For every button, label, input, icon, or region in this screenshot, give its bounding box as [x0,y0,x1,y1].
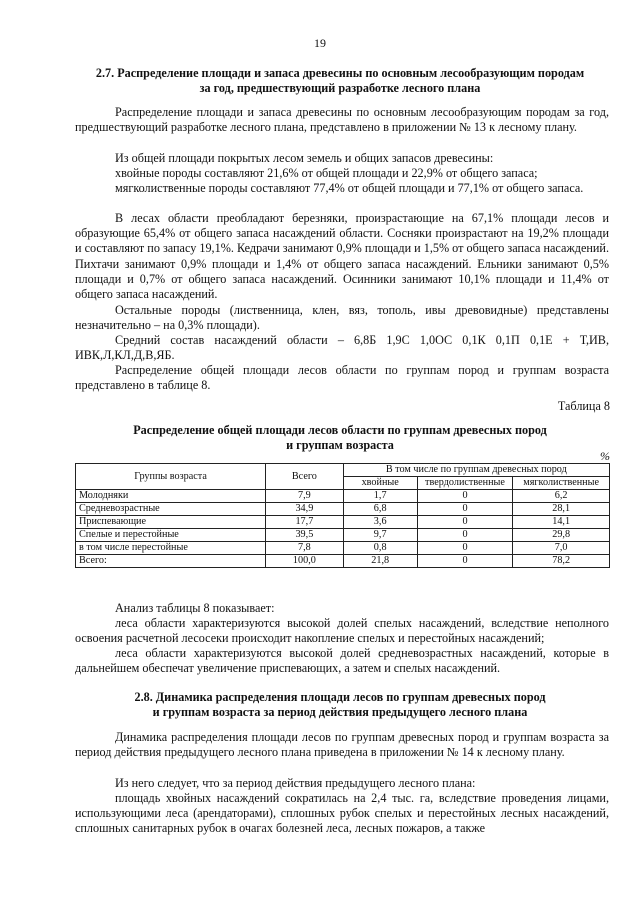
section-2-7-paragraph-6: Остальные породы (лиственница, клен, вяз, тополь, ивы древовидные) представлены незначительно – на 0,3% площади). [75,303,609,333]
section-2-7-heading [70,66,610,96]
header-group: Группы возраста [76,464,266,490]
section-2-7-paragraph-1: Распределение площади и запаса древесины по основным лесообразующим породам за год, предшествующий разработке лесного плана, представлено в приложении № 13 к лесному плану. [75,105,609,135]
section-2-7-heading-line1: 2.7. Распределение площади и запаса древесины по основным лесообразующим породам [95,66,585,80]
cell-total: 39,5 [266,529,344,542]
cell-hardwood: 0 [417,555,513,568]
cell-group: в том числе перестойные [76,542,266,555]
cell-softwood: 28,1 [513,503,610,516]
cell-conifer: 3,6 [343,516,417,529]
cell-softwood: 6,2 [513,490,610,503]
cell-hardwood: 0 [417,503,513,516]
analysis-point-2: леса области характеризуются высокой долей средневозрастных насаждений, которые в дальнейшем обеспечат увеличение приспевающих, а затем и спелых насаждений. [75,646,609,676]
cell-group: Молодняки [76,490,266,503]
cell-softwood: 29,8 [513,529,610,542]
cell-hardwood: 0 [417,516,513,529]
section-2-7-paragraph-7: Средний состав насаждений области – 6,8Б 1,9С 1,0ОС 0,1К 0,1П 0,1Е + Т,ИВ, ИВК,Л,КЛ,Д,В,ЯБ. [75,333,609,363]
table-row [76,490,610,503]
cell-conifer: 21,8 [343,555,417,568]
cell-group: Средневозрастные [76,503,266,516]
header-conifer: хвойные [343,477,417,490]
cell-softwood: 78,2 [513,555,610,568]
cell-group: Приспевающие [76,516,266,529]
section-2-8-heading-line2: и группам возраста за период действия предыдущего лесного плана [152,705,528,719]
analysis-intro: Анализ таблицы 8 показывает: [115,601,275,615]
table-row [76,516,610,529]
section-2-7-paragraph-5: В лесах области преобладают березняки, произрастающие на 67,1% площади лесов и образующие 65,4% от общего запаса насаждений области. Сосняки произрастают на 19,2% площади и составляют по запасу 19,1%. Кедрачи занимают 0,9% площади и 1,5% от общего запаса насаждений. Пихтачи занимают 0,9% площади и 1,4% от общего запаса насаждений. Ельники занимают 0,5% площади и 0,7% от общего запаса насаждений. Осинники занимают 10,1% площади и 11,4% от общего запаса насаждений. [75,211,609,302]
cell-conifer: 0,8 [343,542,417,555]
cell-group: Спелые и перестойные [76,529,266,542]
table-header-row [76,464,610,477]
header-softwood: мягколиственные [513,477,610,490]
cell-hardwood: 0 [417,542,513,555]
section-2-8-paragraph-1: Динамика распределения площади лесов по группам древесных пород и группам возраста за период действия предыдущего лесного плана приведена в приложении № 14 к лесному плану. [75,730,609,760]
table-8-title-line1: Распределение общей площади лесов области по группам древесных пород [133,423,547,437]
table-8-label: Таблица 8 [557,399,610,413]
cell-conifer: 9,7 [343,529,417,542]
cell-total: 100,0 [266,555,344,568]
analysis-point-1: леса области характеризуются высокой долей спелых насаждений, вследствие неполного освоения расчетной лесосеки происходит накопление спелых и перестойных насаждений; [75,616,609,646]
table-8 [75,463,610,568]
table-8-title-line2: и группам возраста [286,438,394,452]
table-8-title [70,423,610,453]
cell-hardwood: 0 [417,490,513,503]
cell-total: 7,8 [266,542,344,555]
cell-group: Всего: [76,555,266,568]
section-2-8-heading [70,690,610,720]
cell-conifer: 1,7 [343,490,417,503]
header-total: Всего [266,464,344,490]
section-2-7-paragraph-8: Распределение общей площади лесов области по группам пород и группам возраста представлено в таблице 8. [75,363,609,393]
table-total-row [76,555,610,568]
section-2-7-heading-line2: за год, предшествующий разработке лесного плана [199,81,481,95]
table-row [76,542,610,555]
section-2-7-paragraph-3: хвойные породы составляют 21,6% от общей площади и 22,9% от общего запаса; [115,166,538,180]
header-including: В том числе по группам древесных пород [343,464,609,477]
cell-hardwood: 0 [417,529,513,542]
table-8-unit: % [600,449,610,463]
page-number: 19 [314,36,326,50]
section-2-7-paragraph-2: Из общей площади покрытых лесом земель и общих запасов древесины: [115,151,494,165]
cell-total: 7,9 [266,490,344,503]
table-row [76,529,610,542]
cell-softwood: 14,1 [513,516,610,529]
cell-softwood: 7,0 [513,542,610,555]
section-2-8-paragraph-3: площадь хвойных насаждений сократилась на 2,4 тыс. га, вследствие проведения лицами, использующими леса (арендаторами), сплошных рубок спелых и перестойных лесных насаждений, сплошных санитарных рубок в очагах болезней леса, лесных пожаров, а также [75,791,609,836]
table-row [76,503,610,516]
header-hardwood: твердолиственные [417,477,513,490]
section-2-8-paragraph-2: Из него следует, что за период действия предыдущего лесного плана: [115,776,476,790]
cell-total: 34,9 [266,503,344,516]
section-2-8-heading-line1: 2.8. Динамика распределения площади лесов по группам древесных пород [134,690,546,704]
cell-total: 17,7 [266,516,344,529]
section-2-7-paragraph-4: мягколиственные породы составляют 77,4% от общей площади и 77,1% от общего запаса. [115,181,584,195]
cell-conifer: 6,8 [343,503,417,516]
